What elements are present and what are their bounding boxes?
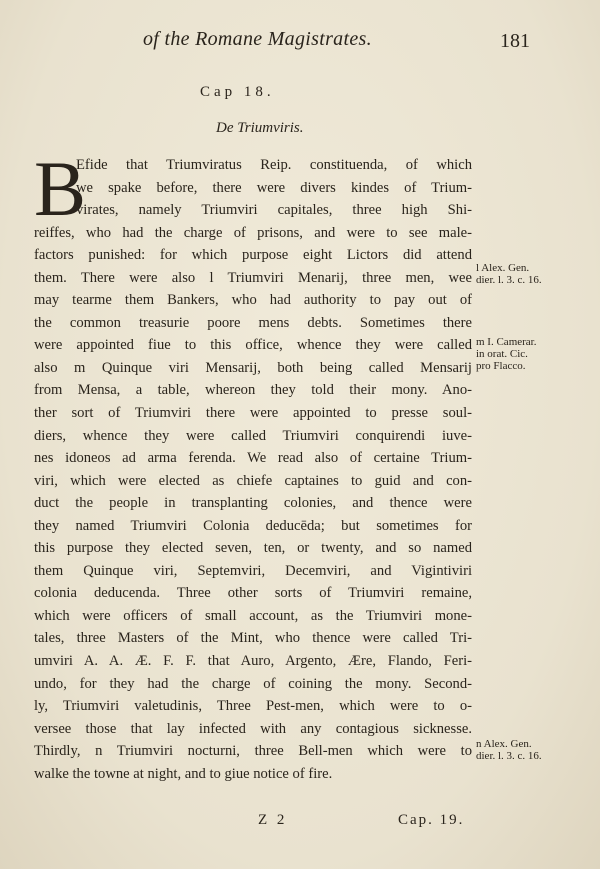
text-line: also m Quinque viri Mensarij, both being called Mensarij xyxy=(34,359,472,376)
text-line: umviri A. A. Æ. F. F. that Auro, Argento, Ære, Flando, Feri- xyxy=(34,653,472,670)
chapter-heading: Cap 18. xyxy=(200,84,275,100)
text-line: Thirdly, n Triumviri nocturni, three Bell-men which were to xyxy=(34,743,472,760)
text-line: duct the people in transplanting colonies, and thence were xyxy=(34,495,472,512)
margin-note-line: dier. l. 3. c. 16. xyxy=(476,750,542,762)
margin-note-line: dier. l. 3. c. 16. xyxy=(476,274,542,286)
text-line: them Quinque viri, Septemviri, Decemviri, and Vigintiviri xyxy=(34,562,472,579)
catchword: Cap. 19. xyxy=(398,812,465,828)
text-line: they named Triumviri Colonia deducēda; but sometimes for xyxy=(34,517,472,534)
margin-note-line: n Alex. Gen. xyxy=(476,738,532,750)
running-head: of the Romane Magistrates. xyxy=(143,28,372,50)
text-line: nes idoneos ad arma ferenda. We read also of certaine Trium- xyxy=(34,450,472,467)
text-line: which were officers of small account, as the Triumviri mone- xyxy=(34,607,472,624)
signature-mark: Z 2 xyxy=(258,812,288,828)
margin-note-m xyxy=(476,336,576,372)
text-line: diers, whence they were called Triumviri conquirendi iuve- xyxy=(34,427,472,444)
text-line: from Mensa, a table, whereon they told their mony. Ano- xyxy=(34,382,472,399)
text-line: may tearme them Bankers, who had authority to pay out of xyxy=(34,292,472,309)
text-line: this purpose they elected seven, ten, or twenty, and so named xyxy=(34,540,472,557)
text-line: ly, Triumviri valetudinis, Three Pest-men, which were to o- xyxy=(34,698,472,715)
margin-note-line: l Alex. Gen. xyxy=(476,262,530,274)
text-line: reiffes, who had the charge of prisons, and were to see male- xyxy=(34,224,472,241)
section-title: De Triumviris. xyxy=(216,120,304,136)
text-line: them. There were also l Triumviri Menarij, three men, wee xyxy=(34,269,472,286)
margin-note-l xyxy=(476,262,576,286)
text-line: the common treasurie poore mens debts. Sometimes there xyxy=(34,314,472,331)
margin-note-line: m I. Camerar. xyxy=(476,336,537,348)
text-line: viri, which were elected as chiefe captaines to guid and con- xyxy=(34,472,472,489)
text-line: walke the towne at night, and to giue notice of fire. xyxy=(34,765,333,782)
text-line: were appointed fiue to this office, whence they were called xyxy=(34,337,472,354)
drop-cap: B xyxy=(34,145,87,232)
text-line: colonia deducenda. Three other sorts of Triumviri remaine, xyxy=(34,585,472,602)
text-line: versee those that lay infected with any contagious sicknesse. xyxy=(34,720,472,737)
margin-note-line: in orat. Cic. xyxy=(476,348,528,360)
text-line: tales, three Masters of the Mint, who thence were called Tri- xyxy=(34,630,472,647)
margin-note-line: pro Flacco. xyxy=(476,360,526,372)
text-line: virates, namely Triumviri capitales, three high Shi- xyxy=(76,202,472,219)
text-line: factors punished: for which purpose eight Lictors did attend xyxy=(34,247,472,264)
body-text xyxy=(34,154,472,785)
text-line: Efide that Triumviratus Reip. constituenda, of which xyxy=(76,157,472,173)
text-line: undo, for they had the charge of coining the mony. Second- xyxy=(34,675,472,692)
text-line: ther sort of Triumviri there were appointed to presse soul- xyxy=(34,405,472,422)
margin-note-n xyxy=(476,738,576,762)
text-line: we spake before, there were divers kindes of Trium- xyxy=(76,179,472,196)
page-number: 181 xyxy=(500,30,530,52)
